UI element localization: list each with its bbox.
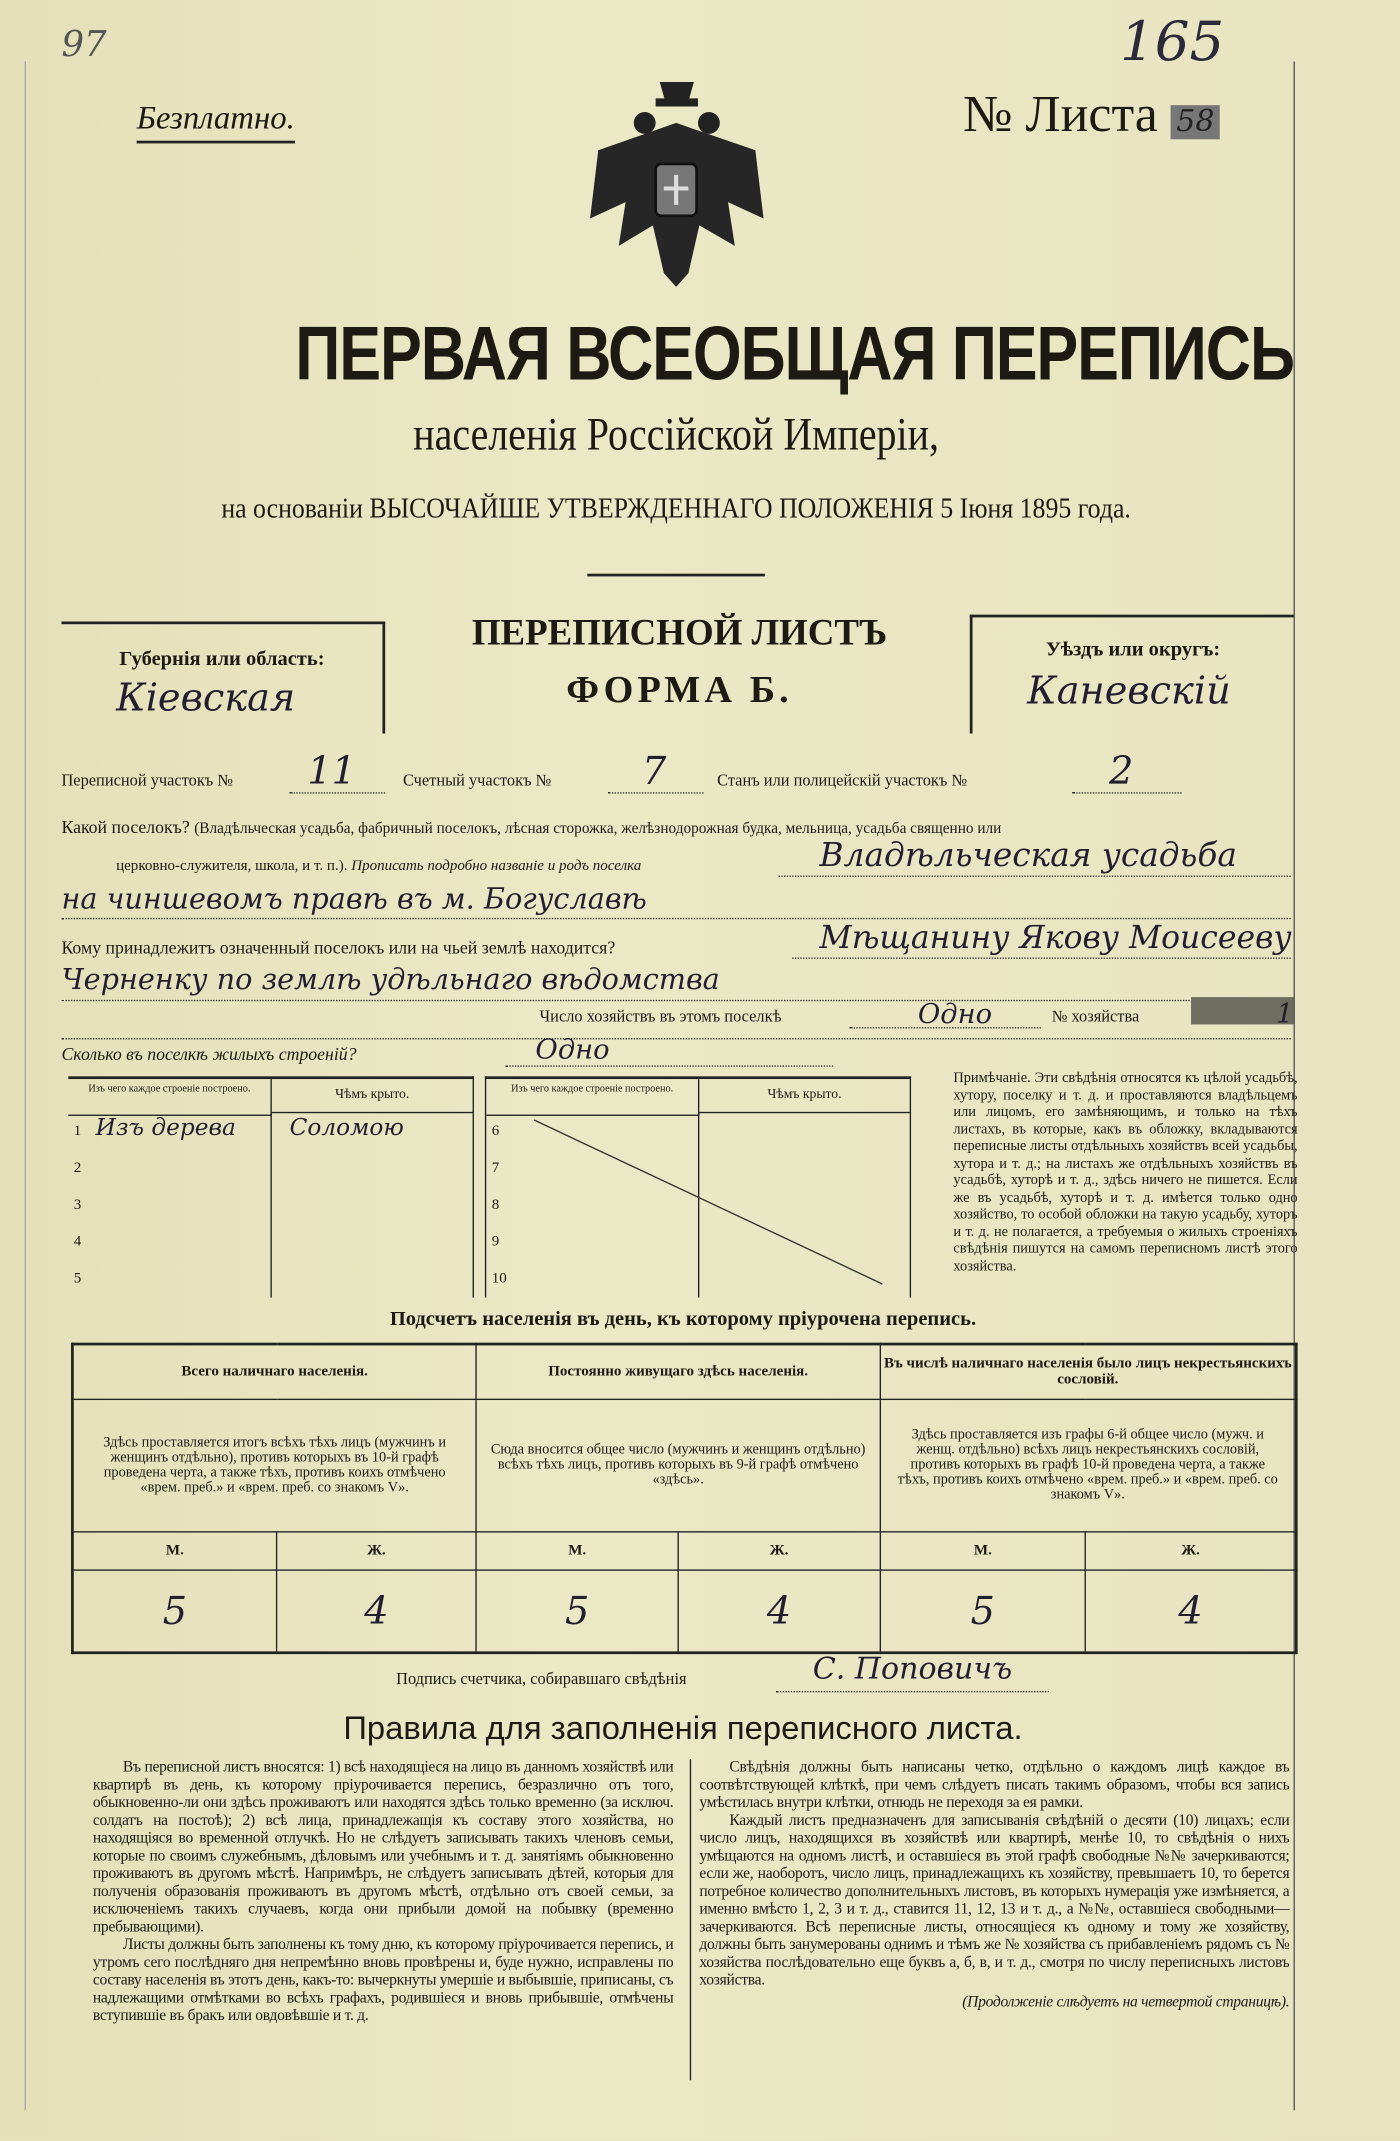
owner-value-line2[interactable]: Черненку по землѣ удѣльнаго вѣдомства	[61, 962, 720, 996]
col-roof-header: Чѣмъ крыто.	[699, 1079, 909, 1113]
row-number: 6	[491, 1122, 500, 1140]
uezd-value: Каневскій	[1027, 667, 1231, 713]
col-header-permanent: Постоянно живущаго здѣсь населенія.	[476, 1344, 880, 1399]
census-district-label: Переписной участокъ №	[61, 770, 234, 790]
row-number: 3	[73, 1196, 82, 1213]
archive-mark-left: 97	[61, 24, 107, 66]
m-label: М.	[880, 1531, 1086, 1570]
f-label: Ж.	[277, 1531, 477, 1570]
continued-note: (Продолженіе слѣдуетъ на четвертой страницѣ).	[962, 1994, 1290, 2011]
building-row	[68, 1186, 472, 1223]
census-district-value[interactable]: 11	[307, 748, 357, 794]
uezd-label: Уѣздъ или округъ:	[1045, 639, 1221, 662]
sheet-number-value: 58	[1171, 105, 1220, 139]
row-number: 10	[491, 1270, 507, 1287]
building-row	[68, 1149, 472, 1186]
col-header-non-peasant: Въ числѣ наличнаго населенія было лицъ некрестьянскихъ сословій.	[880, 1344, 1296, 1399]
row-number: 7	[491, 1159, 500, 1177]
building-material[interactable]: Изъ дерева	[95, 1114, 236, 1142]
guberniya-value: Кіевская	[116, 674, 296, 720]
households-value[interactable]: Одно	[917, 997, 993, 1030]
rules-paragraph: Каждый листъ предназначенъ для записыванія свѣдѣній о десяти (10) лицахъ; если число лицъ, находящихся въ хозяйствѣ или квартирѣ, менѣе 10, то свѣдѣнія о нихъ умѣщаются на одномъ листѣ, и оставшіеся въ этой графѣ свободные №№ зачеркиваются; если же, наоборотъ, число лицъ, принадлежащихъ къ хозяйству, превышаетъ 10, то берется потребное количество дополнительныхъ листовъ, въ которыхъ нумерація уже измѣняется, а именно вмѣсто 1, 2, 3 и т. д., ставится 11, 12, 13 и т. д., а №№, оставшіеся свободными—зачеркиваются. Всѣ переписные листы, относящіеся къ одному и тому же хозяйству, должны быть занумерованы однимъ и тѣмъ же № хозяйства съ прибавленіемъ рядомъ съ № хозяйства послѣдовательно еще буквъ а, б, в, и т. д., смотря по числу переписныхъ листовъ хозяйства.	[699, 1812, 1290, 1989]
sheet-number	[963, 85, 1220, 145]
building-row	[486, 1222, 909, 1259]
sheet-number-label: № Листа	[962, 86, 1158, 144]
divider	[587, 574, 765, 577]
total-male[interactable]: 5	[72, 1570, 276, 1653]
count-district-label: Счетный участокъ №	[402, 770, 552, 790]
building-row	[68, 1112, 472, 1149]
desc-total: Здѣсь проставляется итогъ всѣхъ тѣхъ лицъ (мужчинъ и женщинъ отдѣльно), противъ которыхъ въ 10-й графѣ проведена черта, а также тѣхъ, противъ коихъ отмѣчено «врем. преб.» и «врем. преб. со знакомъ V».	[72, 1399, 476, 1531]
rules-title: Правила для заполненія переписного листа.	[343, 1710, 1023, 1747]
police-district-label: Станъ или полицейскій участокъ №	[717, 770, 968, 790]
building-row	[68, 1222, 472, 1259]
rules-right-column	[699, 1759, 1289, 2012]
page-title: ПЕРВАЯ ВСЕОБЩАЯ ПЕРЕПИСЬ	[295, 310, 1294, 397]
total-female[interactable]: 4	[277, 1570, 477, 1653]
col-header-total: Всего наличнаго населенія.	[72, 1344, 476, 1399]
owner-value-line1[interactable]: Мѣщанину Якову Моисееву	[819, 920, 1292, 957]
buildings-value[interactable]: Одно	[535, 1032, 610, 1066]
buildings-label: Сколько въ поселкѣ жилыхъ строеній?	[61, 1043, 357, 1065]
m-label: М.	[72, 1531, 276, 1570]
row-number: 2	[73, 1159, 82, 1177]
legal-basis: на основаніи ВЫСОЧАЙШЕ УТВЕРЖДЕННАГО ПОЛОЖЕНІЯ 5 Іюня 1895 года.	[221, 491, 1131, 525]
building-row	[486, 1149, 909, 1186]
row-number: 1	[73, 1122, 82, 1140]
settlement-value-line2[interactable]: на чиншевомъ правѣ въ м. Богуславѣ	[61, 882, 647, 916]
row-number: 9	[491, 1233, 500, 1250]
count-district-value[interactable]: 7	[641, 748, 667, 794]
desc-non-peasant: Здѣсь проставляется изъ графы 6-й общее число (мужч. и женщ. отдѣльно) всѣхъ лицъ некрестьянскихъ сословій, противъ которыхъ въ графѣ 10-й проведена черта, а также тѣхъ, противъ коихъ отмѣчено «врем. преб.» и «врем. преб. со знакомъ V».	[880, 1399, 1296, 1531]
population-title: Подсчетъ населенія въ день, къ которому пріурочена перепись.	[389, 1308, 977, 1331]
signature-value[interactable]: С. Поповичъ	[812, 1652, 1013, 1687]
settlement-value-line1[interactable]: Владѣльческая усадьба	[819, 835, 1237, 875]
free-label: Безплатно.	[137, 101, 295, 143]
row-number: 4	[73, 1233, 82, 1250]
non-peasant-female[interactable]: 4	[1086, 1570, 1297, 1653]
archive-mark-right: 165	[1120, 10, 1225, 74]
col-material-header: Изъ чего каждое строеніе построено.	[486, 1079, 699, 1116]
f-label: Ж.	[678, 1531, 880, 1570]
building-row	[486, 1112, 909, 1149]
building-row	[486, 1186, 909, 1223]
building-roof[interactable]: Соломою	[289, 1114, 404, 1142]
uezd-box	[970, 615, 1294, 734]
owner-label: Кому принадлежитъ означенный поселокъ или на чьей землѣ находится?	[61, 937, 616, 958]
households-label: Число хозяйствъ въ этомъ поселкѣ	[539, 1006, 782, 1026]
household-number-value[interactable]: 1	[1191, 997, 1293, 1024]
imperial-eagle-emblem	[585, 68, 769, 293]
form-name: ФОРМА Б.	[566, 669, 793, 712]
building-row	[68, 1259, 472, 1296]
guberniya-label: Губернія или область:	[119, 648, 325, 671]
rules-paragraph: Листы должны быть заполнены къ тому дню, къ которому пріурочивается перепись, и утромъ сего послѣдняго дня непремѣнно вновь провѣрены и, буде нужно, исправлены по составу населенія въ этотъ день, какъ-то: вычеркнуты умершіе и выбывшіе, приписаны, съ надлежащими отмѣтками во всѣхъ графахъ, родившіеся и вновь прибывшіе, отмѣчены вступившіе въ бракъ или овдовѣвшіе и т. д.	[92, 1936, 674, 2025]
building-row	[486, 1259, 909, 1296]
col-roof-header: Чѣмъ крыто.	[272, 1079, 473, 1113]
row-number: 5	[73, 1270, 82, 1287]
rules-left-column	[93, 1759, 674, 2025]
m-label: М.	[476, 1531, 678, 1570]
rules-paragraph: Свѣдѣнія должны быть написаны четко, отдѣльно о каждомъ лицѣ каждое въ соотвѣтствующей клѣткѣ, при чемъ слѣдуетъ писать такимъ образомъ, чтобы вся запись умѣстилась внутри клѣтки, отнюдь не переходя за ея рамки.	[699, 1759, 1290, 1812]
f-label: Ж.	[1086, 1531, 1297, 1570]
household-number-label: № хозяйства	[1051, 1006, 1140, 1026]
police-district-value[interactable]: 2	[1109, 748, 1134, 794]
settlement-label: Какой поселокъ? (Владѣльческая усадьба, фабричный поселокъ, лѣсная сторожка, желѣзнодорожная будка, мельница, усадьба священно или	[61, 816, 1002, 838]
note-text: Примѣчаніе. Эти свѣдѣнія относятся къ цѣлой усадьбѣ, хутору, поселку и т. д. и проставляются владѣльцемъ или лицомъ, его замѣняющимъ, и только на тѣхъ листахъ, въ которые, какъ въ обложку, вкладываются переписные листы отдѣльныхъ хозяйствъ всей усадьбы, хутора и т. д.; на листахъ же отдѣльныхъ хозяйствъ въ усадьбѣ, хуторѣ и т. д., здѣсь ничего не пишется. Если же въ усадьбѣ, хуторѣ и т. д. имѣется только одно хозяйство, то особой обложки на такую усадьбу, хуторъ и т. д. не полагается, а требуемыя о жилыхъ строеніяхъ свѣдѣнія пишутся на самомъ переписномъ листѣ этого хозяйства.	[953, 1070, 1298, 1274]
permanent-male[interactable]: 5	[476, 1570, 678, 1653]
population-table	[71, 1343, 1298, 1654]
guberniya-box	[61, 621, 385, 733]
col-material-header: Изъ чего каждое строеніе построено.	[68, 1079, 272, 1116]
permanent-female[interactable]: 4	[678, 1570, 880, 1653]
rules-paragraph: Въ переписной листъ вносятся: 1) всѣ находящіеся на лицо въ данномъ хозяйствѣ или квартирѣ въ день, къ которому пріурочивается перепись, безразлично отъ того, обыкновенно-ли они здѣсь проживаютъ или находятся здѣсь только временно (за исключ. солдатъ на постоѣ); 2) всѣ лица, принадлежащія къ составу этого хозяйства, но находящіяся во временной отлучкѣ. Но не слѣдуетъ записывать такихъ членовъ семьи, которые по своимъ служебнымъ, дѣловымъ или учебнымъ и т. д. занятіямъ обыкновенно проживаютъ въ другомъ мѣстѣ. Напримѣръ, не слѣдуетъ записывать дѣтей, которыя для полученія образованія проживаютъ въ другомъ мѣстѣ, отдѣльно отъ своей семьи, за исключеніемъ такихъ случаевъ, когда они прибыли домой на побывку (временно пребывающими).	[92, 1759, 674, 1936]
buildings-table-left	[68, 1076, 474, 1297]
page-subtitle: населенія Россійской Имперіи,	[413, 409, 939, 461]
desc-permanent: Сюда вносится общее число (мужчинъ и женщинъ отдѣльно) всѣхъ тѣхъ лицъ, противъ которыхъ въ 9-й графѣ отмѣчено «здѣсь».	[476, 1399, 880, 1531]
non-peasant-male[interactable]: 5	[880, 1570, 1086, 1653]
row-number: 8	[491, 1196, 500, 1213]
settlement-hint: церковно-служителя, школа, и т. п.). Прописать подробно названіе и родъ поселка	[116, 857, 642, 875]
buildings-table-right	[485, 1076, 911, 1297]
signature-label: Подпись счетчика, собиравшаго свѣдѣнія	[396, 1669, 687, 1689]
form-title: ПЕРЕПИСНОЙ ЛИСТЪ	[471, 611, 888, 653]
